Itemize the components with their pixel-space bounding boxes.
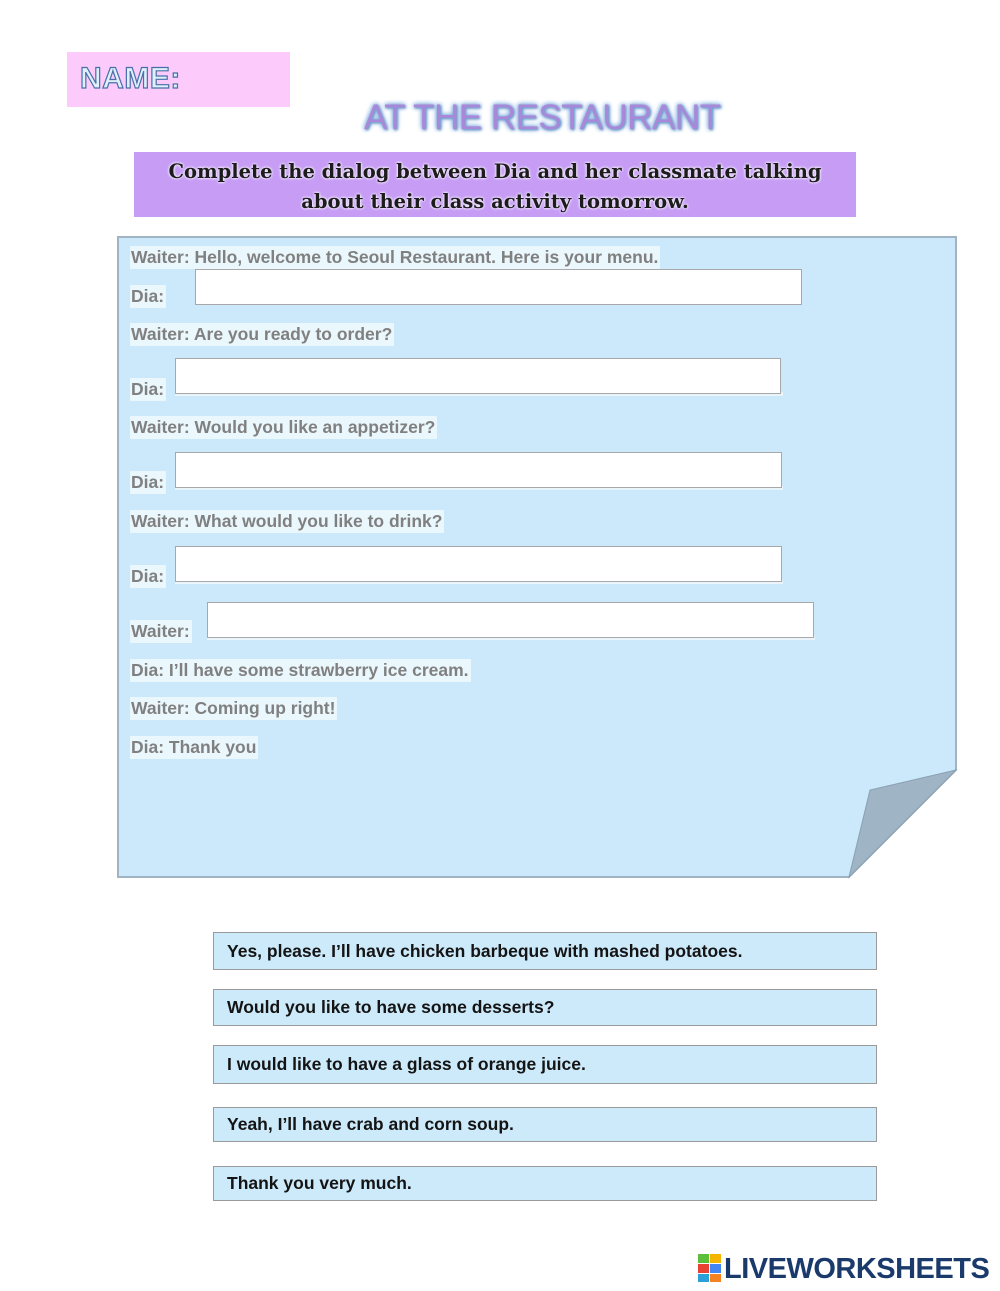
answer-blank-1[interactable]: [195, 269, 802, 305]
dialog-line-1: Waiter: Hello, welcome to Seoul Restaurant. Here is your menu.: [131, 247, 659, 267]
dialog-line-6: Dia: I’ll have some strawberry ice cream.: [131, 660, 469, 680]
instruction-line-1: Complete the dialog between Dia and her classmate talking: [168, 160, 822, 183]
waiter-label-5: Waiter:: [131, 621, 190, 641]
option-thank-you[interactable]: Thank you very much.: [213, 1166, 877, 1201]
option-crab-corn-soup[interactable]: Yeah, I’ll have crab and corn soup.: [213, 1107, 877, 1142]
option-chicken-barbeque[interactable]: Yes, please. I’ll have chicken barbeque with mashed potatoes.: [213, 932, 877, 970]
dialog-line-8: Dia: Thank you: [131, 737, 257, 757]
dialog-line-4: Waiter: What would you like to drink?: [131, 511, 443, 531]
name-label: NAME:: [80, 62, 181, 95]
dia-label-2: Dia:: [131, 379, 165, 399]
dia-label-3: Dia:: [131, 472, 165, 492]
answer-blank-3[interactable]: [175, 452, 782, 488]
answer-blank-2[interactable]: [175, 358, 781, 394]
option-desserts[interactable]: Would you like to have some desserts?: [213, 989, 877, 1026]
instruction-line-2: about their class activity tomorrow.: [301, 190, 689, 213]
dialog-line-2: Waiter: Are you ready to order?: [131, 324, 393, 344]
dialog-line-3: Waiter: Would you like an appetizer?: [131, 417, 436, 437]
answer-blank-4[interactable]: [175, 546, 782, 582]
dia-label-1: Dia:: [131, 286, 165, 306]
liveworksheets-logo-icon: [698, 1254, 722, 1282]
answer-blank-5[interactable]: [207, 602, 814, 638]
dialog-line-7: Waiter: Coming up right!: [131, 698, 336, 718]
dia-label-4: Dia:: [131, 566, 165, 586]
brand-name: LIVEWORKSHEETS: [724, 1253, 990, 1285]
option-orange-juice[interactable]: I would like to have a glass of orange juice.: [213, 1045, 877, 1084]
page-title: AT THE RESTAURANT: [364, 98, 721, 137]
